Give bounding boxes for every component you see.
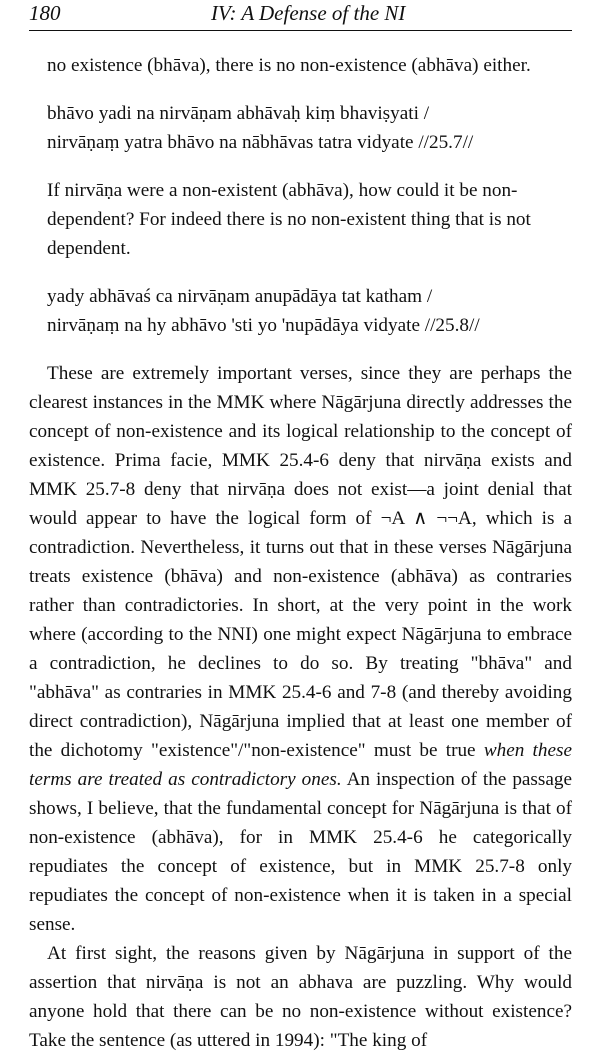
running-header <box>29 0 572 30</box>
paragraph-text: An inspection of the passage shows, I believe, that the fundamental concept for Nāgārjuna is that of non-existence (abhāva), for in MMK 25.4-6 he categorically repudiates the concept of existence, but in MMK 25.7-8 only repudiates the concept of non-existence when it is taken in a special sense. <box>29 769 572 935</box>
emphasis-text: when these terms are treated as contradictory ones. <box>29 740 572 790</box>
translation-25-8: If nirvāṇa were a non-existent (abhāva), how could it be non-dependent? For indeed there is no non-existent thing that is not dependent. <box>47 180 531 259</box>
page-number: 180 <box>29 1 61 25</box>
body-paragraph <box>29 359 572 939</box>
page-body <box>29 51 572 1055</box>
paragraph-text: These are extremely important verses, since they are perhaps the clearest instances in the MMK where Nāgārjuna directly addresses the concept of non-existence and its logical relationship to the concept of existence. Prima facie, MMK 25.4-6 deny that nirvāṇa exists and MMK 25.7-8 deny that nirvāṇa does not exist—a joint denial that would appear to have the logical form of ¬A ∧ ¬¬A, which is a contradiction. Nevertheless, it turns out that in these verses Nāgārjuna treats existence (bhāva) and non-existence (abhāva) as contraries rather than contradictories. In short, at the very point in the work where (according to the NNI) one might expect Nāgārjuna to embrace a contradiction, he declines to do so. By treating "bhāva" and "abhāva" as contraries in MMK 25.4-6 and 7-8 (and thereby avoiding direct contradiction), Nāgārjuna implied that at least one member of the dichotomy "existence"/"non-existence" must be true <box>29 363 572 761</box>
verse-25-8 <box>29 282 572 340</box>
verse-line: nirvāṇaṃ na hy abhāvo 'sti yo 'nupādāya vidyate //25.8// <box>47 315 480 336</box>
verse-line: yady abhāvaś ca nirvāṇam anupādāya tat katham / <box>47 286 433 307</box>
continued-translation: no existence (bhāva), there is no non-existence (abhāva) either. <box>47 55 531 76</box>
running-title: IV: A Defense of the NI <box>211 1 406 25</box>
body-paragraph: At first sight, the reasons given by Nāgārjuna in support of the assertion that nirvāṇa is not an abhava are puzzling. Why would anyone hold that there can be no non-existence without existence? Take the sentence (as uttered in 1994): "The king of <box>29 943 572 1051</box>
header-rule <box>29 30 572 31</box>
verse-line: nirvāṇaṃ yatra bhāvo na nābhāvas tatra vidyate //25.7// <box>47 132 474 153</box>
verse-line: bhāvo yadi na nirvāṇam abhāvaḥ kiṃ bhaviṣyati / <box>47 103 430 124</box>
verse-25-7 <box>29 99 572 157</box>
